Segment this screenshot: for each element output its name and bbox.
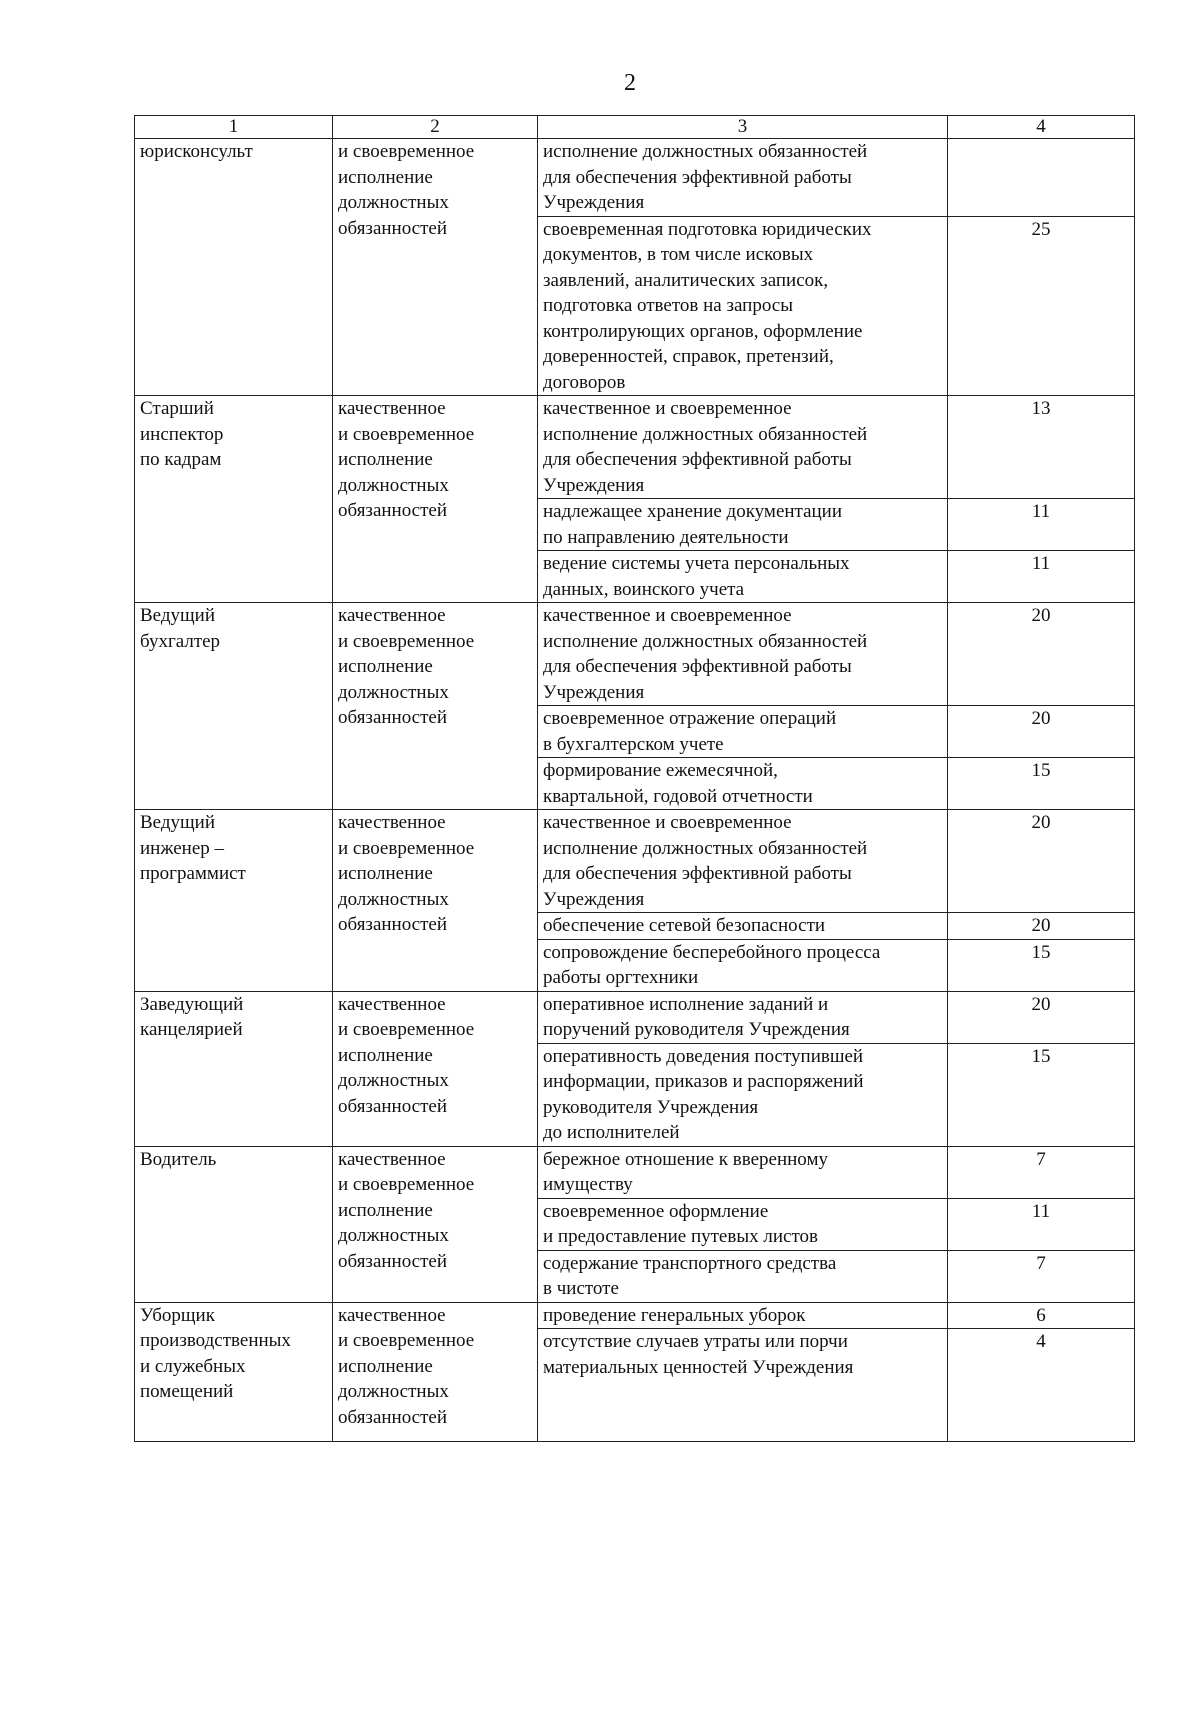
value-cell: 13 <box>948 396 1135 499</box>
criterion-cell: качественное и своевременное исполнение должностных обязанностей <box>333 1146 538 1302</box>
table-body <box>135 139 1135 1442</box>
position-cell: Заведующий канцелярией <box>135 991 333 1146</box>
value-cell: 11 <box>948 551 1135 603</box>
criterion-cell: качественное и своевременное исполнение должностных обязанностей <box>333 396 538 603</box>
table-row <box>135 1146 1135 1198</box>
criterion-cell: качественное и своевременное исполнение должностных обязанностей <box>333 991 538 1146</box>
column-header-2: 2 <box>333 116 538 139</box>
value-cell: 4 <box>948 1329 1135 1442</box>
indicator-cell: ведение системы учета персональных данных, воинского учета <box>538 551 948 603</box>
value-cell: 15 <box>948 939 1135 991</box>
table-row <box>135 991 1135 1043</box>
indicator-cell: своевременная подготовка юридических документов, в том числе исковых заявлений, аналитических записок, подготовка ответов на запросы контролирующих органов, оформление доверенностей, справок, претензий, договоров <box>538 216 948 396</box>
criterion-cell: качественное и своевременное исполнение должностных обязанностей <box>333 1302 538 1442</box>
value-cell: 15 <box>948 1043 1135 1146</box>
indicator-cell: обеспечение сетевой безопасности <box>538 913 948 940</box>
indicator-cell: формирование ежемесячной, квартальной, годовой отчетности <box>538 758 948 810</box>
indicator-cell: оперативность доведения поступившей информации, приказов и распоряжений руководителя Учреждения до исполнителей <box>538 1043 948 1146</box>
indicator-cell: качественное и своевременное исполнение должностных обязанностей для обеспечения эффективной работы Учреждения <box>538 396 948 499</box>
value-cell: 20 <box>948 810 1135 913</box>
indicator-cell: бережное отношение к вверенному имуществу <box>538 1146 948 1198</box>
value-cell: 20 <box>948 603 1135 706</box>
value-cell: 11 <box>948 499 1135 551</box>
value-cell: 20 <box>948 706 1135 758</box>
table-row <box>135 603 1135 706</box>
column-header-3: 3 <box>538 116 948 139</box>
indicator-cell: надлежащее хранение документации по направлению деятельности <box>538 499 948 551</box>
indicator-cell: своевременное отражение операций в бухгалтерском учете <box>538 706 948 758</box>
value-cell: 7 <box>948 1250 1135 1302</box>
table-row <box>135 1302 1135 1329</box>
indicator-cell: оперативное исполнение заданий и поручений руководителя Учреждения <box>538 991 948 1043</box>
value-cell <box>948 139 1135 217</box>
position-cell: юрисконсульт <box>135 139 333 396</box>
value-cell: 6 <box>948 1302 1135 1329</box>
table-header-row <box>135 116 1135 139</box>
indicator-cell: качественное и своевременное исполнение должностных обязанностей для обеспечения эффективной работы Учреждения <box>538 810 948 913</box>
column-header-1: 1 <box>135 116 333 139</box>
indicator-cell: исполнение должностных обязанностей для обеспечения эффективной работы Учреждения <box>538 139 948 217</box>
criterion-cell: качественное и своевременное исполнение должностных обязанностей <box>333 810 538 992</box>
position-cell: Уборщик производственных и служебных помещений <box>135 1302 333 1442</box>
criterion-cell: качественное и своевременное исполнение должностных обязанностей <box>333 603 538 810</box>
indicator-cell: содержание транспортного средства в чистоте <box>538 1250 948 1302</box>
bonus-criteria-table <box>134 115 1135 1442</box>
position-cell: Водитель <box>135 1146 333 1302</box>
position-cell: Ведущий инженер – программист <box>135 810 333 992</box>
value-cell: 20 <box>948 913 1135 940</box>
column-header-4: 4 <box>948 116 1135 139</box>
value-cell: 11 <box>948 1198 1135 1250</box>
indicator-cell: проведение генеральных уборок <box>538 1302 948 1329</box>
value-cell: 7 <box>948 1146 1135 1198</box>
indicator-cell: сопровождение бесперебойного процесса работы оргтехники <box>538 939 948 991</box>
table-row <box>135 810 1135 913</box>
indicator-cell: своевременное оформление и предоставление путевых листов <box>538 1198 948 1250</box>
table-row <box>135 139 1135 217</box>
position-cell: Старший инспектор по кадрам <box>135 396 333 603</box>
indicator-cell: отсутствие случаев утраты или порчи материальных ценностей Учреждения <box>538 1329 948 1442</box>
criterion-cell: и своевременное исполнение должностных обязанностей <box>333 139 538 396</box>
page-number: 2 <box>624 70 636 96</box>
value-cell: 20 <box>948 991 1135 1043</box>
position-cell: Ведущий бухгалтер <box>135 603 333 810</box>
table-row <box>135 396 1135 499</box>
value-cell: 15 <box>948 758 1135 810</box>
value-cell: 25 <box>948 216 1135 396</box>
indicator-cell: качественное и своевременное исполнение должностных обязанностей для обеспечения эффективной работы Учреждения <box>538 603 948 706</box>
